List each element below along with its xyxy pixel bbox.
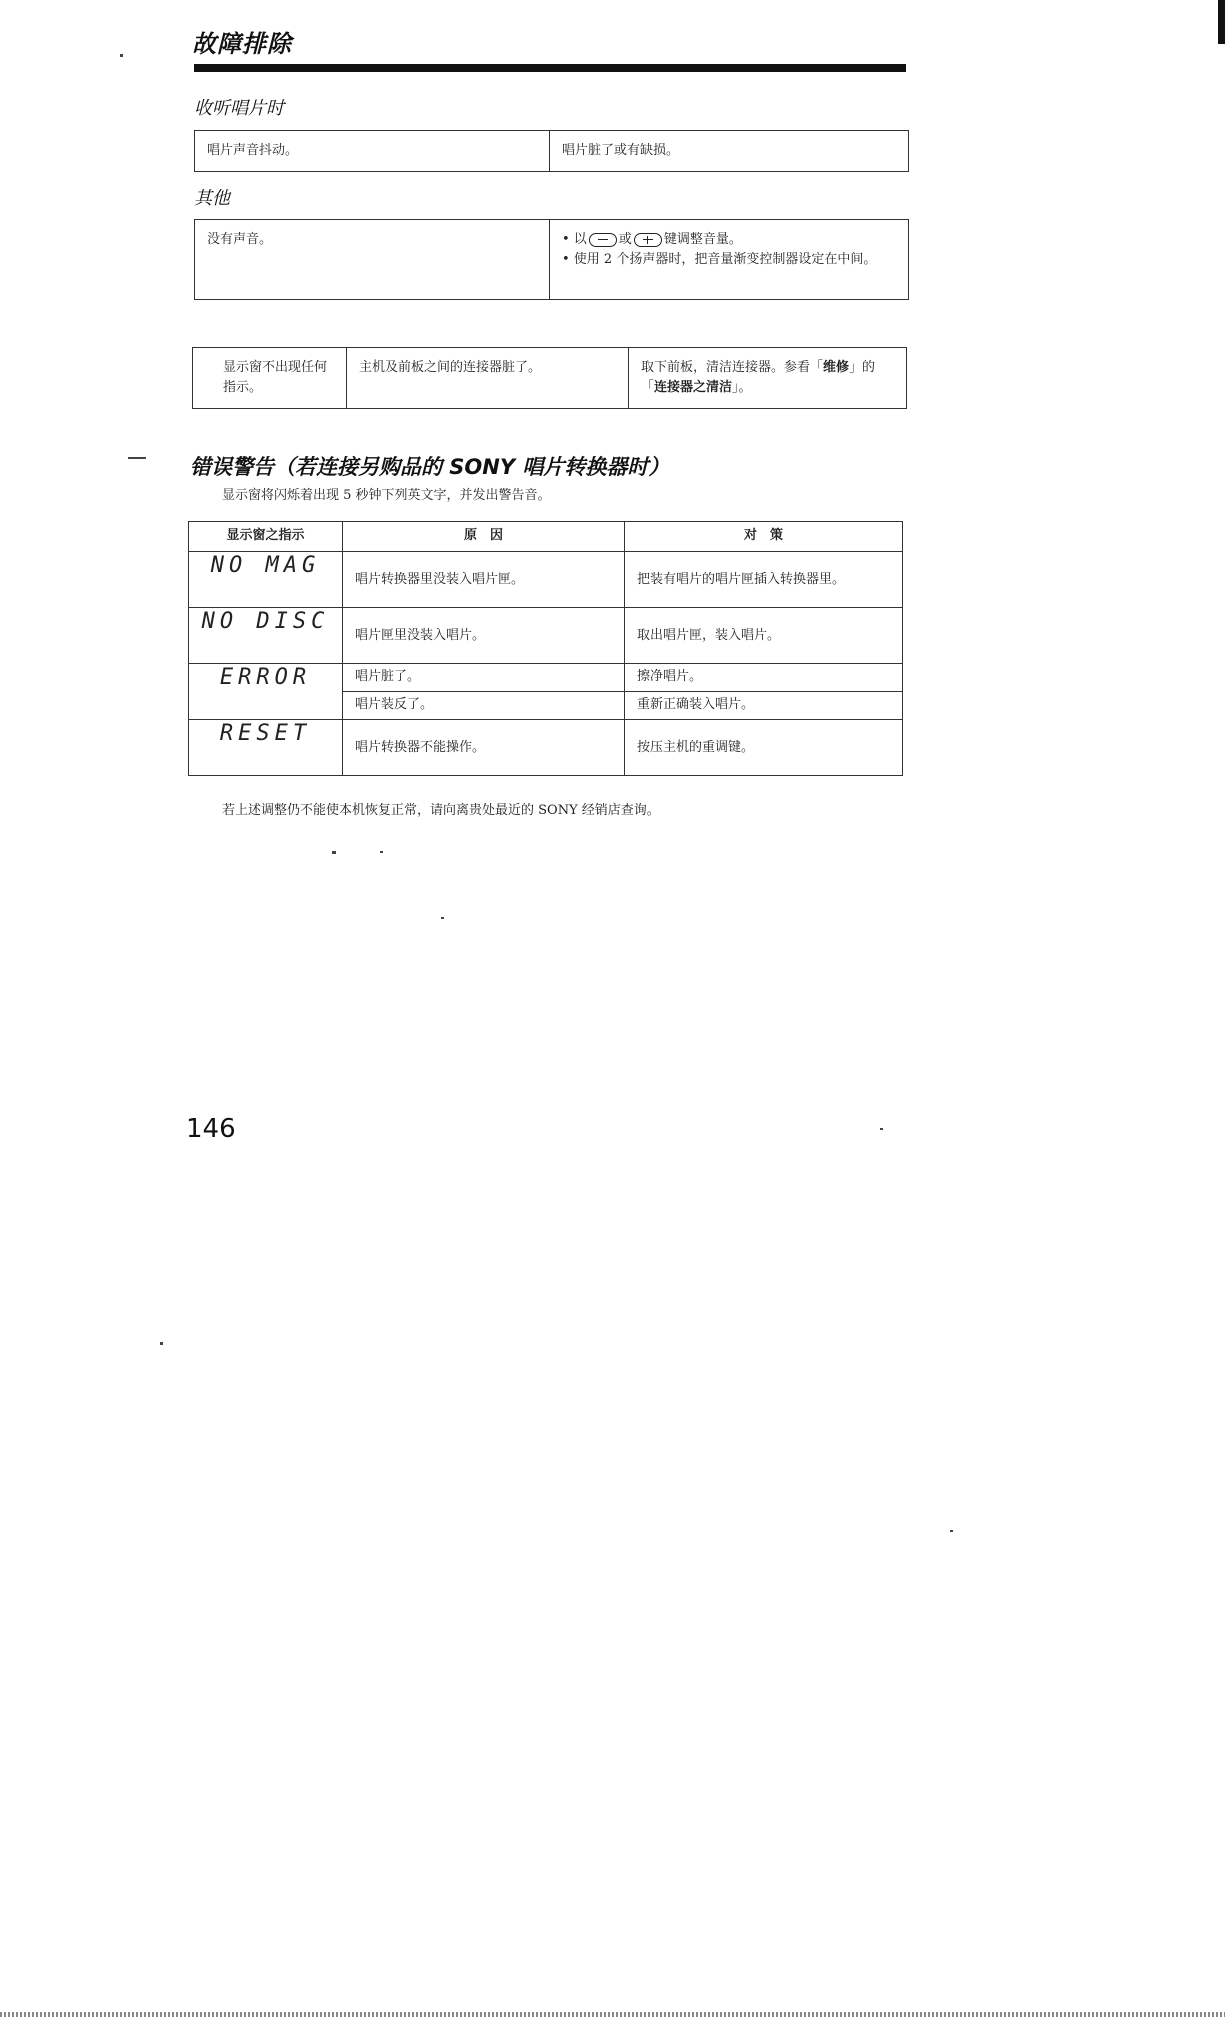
scan-speck: [380, 851, 383, 853]
table-row: [195, 131, 909, 172]
cause-cell: 唱片脏了。: [343, 664, 625, 692]
error-table: [188, 521, 903, 776]
scan-speck: [441, 917, 444, 919]
error-title: 错误警告（若连接另购品的 SONY 唱片转换器时）: [190, 455, 670, 479]
header-remedy: 对 策: [625, 522, 903, 552]
symptom-cell: 显示窗不出现任何指示。: [193, 348, 347, 409]
scan-speck: [880, 1128, 883, 1130]
plus-key-icon: [634, 233, 662, 247]
margin-mark: [128, 457, 146, 459]
scan-speck: [120, 54, 123, 57]
remedy-cell: 取出唱片匣，装入唱片。: [625, 608, 903, 664]
error-intro: 显示窗将闪烁着出现 5 秒钟下列英文字，并发出警告音。: [222, 488, 551, 503]
table-row: [189, 608, 903, 664]
minus-key-icon: [589, 233, 617, 247]
footer-note: 若上述调整仍不能使本机恢复正常，请向离贵处最近的 SONY 经销店查询。: [222, 803, 660, 818]
header-cause: 原 因: [343, 522, 625, 552]
table-row: [195, 220, 909, 300]
cause-cell: 主机及前板之间的连接器脏了。: [347, 348, 629, 409]
table-row: [189, 552, 903, 608]
display-table: [192, 347, 907, 409]
remedy-cell: 把装有唱片的唱片匣插入转换器里。: [625, 552, 903, 608]
error-code: NO MAG: [189, 552, 343, 608]
remedy-line-1: • 以 或 键调整音量。: [562, 232, 742, 247]
page-bottom-edge: [0, 2012, 1225, 2017]
listening-title: 收听唱片时: [194, 98, 284, 119]
remedy-cell: 擦净唱片。: [625, 664, 903, 692]
remedy-cell: 唱片脏了或有缺损。: [550, 131, 909, 172]
header-display: 显示窗之指示: [189, 522, 343, 552]
scan-speck: [332, 851, 336, 854]
other-title: 其他: [194, 188, 230, 209]
symptom-cell: 没有声音。: [195, 220, 550, 300]
page-number: 146: [186, 1114, 236, 1144]
cause-cell: 唱片装反了。: [343, 692, 625, 720]
cause-cell: 唱片转换器里没装入唱片匣。: [343, 552, 625, 608]
error-code: ERROR: [189, 664, 343, 720]
cause-cell: 唱片匣里没装入唱片。: [343, 608, 625, 664]
scan-speck: [160, 1342, 163, 1345]
remedy-cell: 取下前板，清洁连接器。参看「维修」的「连接器之清洁」。: [629, 348, 907, 409]
symptom-cell: 唱片声音抖动。: [195, 131, 550, 172]
table-header-row: [189, 522, 903, 552]
cause-cell: 唱片转换器不能操作。: [343, 720, 625, 776]
other-table: [194, 219, 909, 300]
remedy-cell: 重新正确装入唱片。: [625, 692, 903, 720]
table-row: [189, 720, 903, 776]
remedy-cell: [550, 220, 909, 300]
table-row: [193, 348, 907, 409]
scan-speck: [950, 1530, 953, 1532]
table-row: [189, 664, 903, 692]
remedy-line-2: • 使用 2 个扬声器时，把音量渐变控制器设定在中间。: [562, 252, 877, 267]
error-code: NO DISC: [189, 608, 343, 664]
remedy-cell: 按压主机的重调键。: [625, 720, 903, 776]
page-edge-mark: [1218, 0, 1225, 44]
error-code: RESET: [189, 720, 343, 776]
section-title: 故障排除: [192, 29, 292, 58]
title-rule: [194, 64, 906, 72]
listening-table: [194, 130, 909, 172]
